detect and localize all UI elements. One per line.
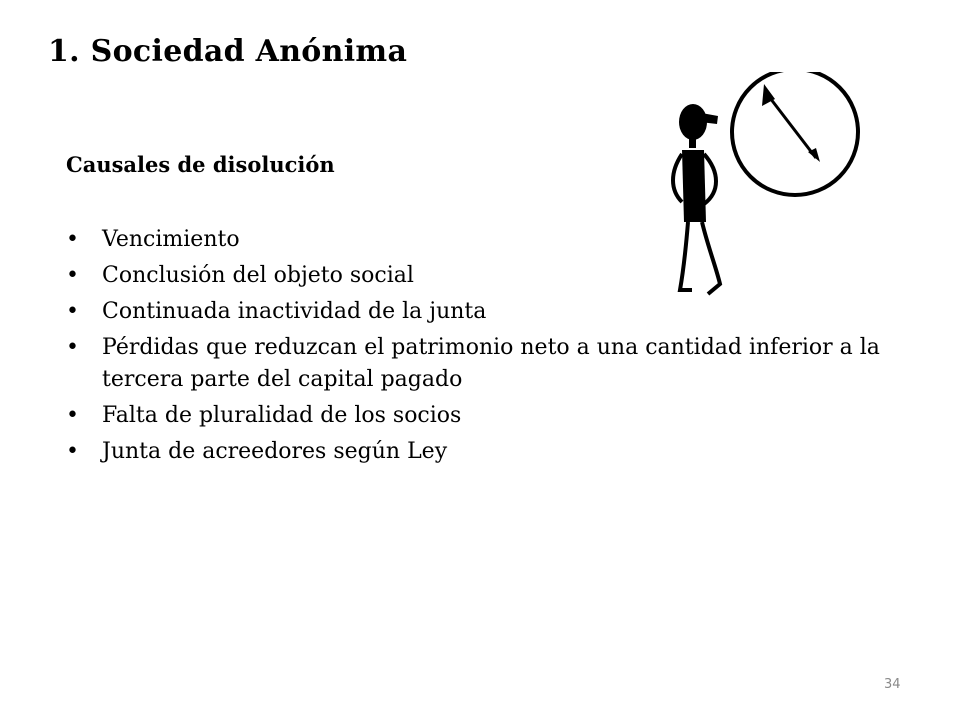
- list-item: [66, 436, 896, 468]
- section-heading: Causales de disolución: [66, 152, 335, 177]
- bullet-dot-icon: •: [66, 263, 79, 288]
- bullet-dot-icon: •: [66, 227, 79, 252]
- list-item: [66, 332, 902, 396]
- list-item-text: Continuada inactividad de la junta: [102, 299, 487, 324]
- bullet-dot-icon: •: [66, 439, 79, 464]
- list-item-text: Conclusión del objeto social: [102, 263, 414, 288]
- bullet-dot-icon: •: [66, 299, 79, 324]
- list-item: [66, 400, 896, 432]
- list-item-text: Pérdidas que reduzcan el patrimonio neto a una cantidad inferior a la tercera parte del capital pagado: [102, 335, 880, 392]
- bullet-dot-icon: •: [66, 403, 79, 428]
- man-body: [682, 150, 706, 222]
- list-item-text: Vencimiento: [102, 227, 240, 252]
- clock-face: [732, 72, 858, 195]
- bullet-dot-icon: •: [66, 335, 79, 360]
- page-number: 34: [884, 677, 901, 692]
- list-item-text: Falta de pluralidad de los socios: [102, 403, 462, 428]
- slide-title: 1. Sociedad Anónima: [48, 34, 408, 69]
- man-with-clock-icon: [660, 72, 860, 302]
- list-item-text: Junta de acreedores según Ley: [102, 439, 448, 464]
